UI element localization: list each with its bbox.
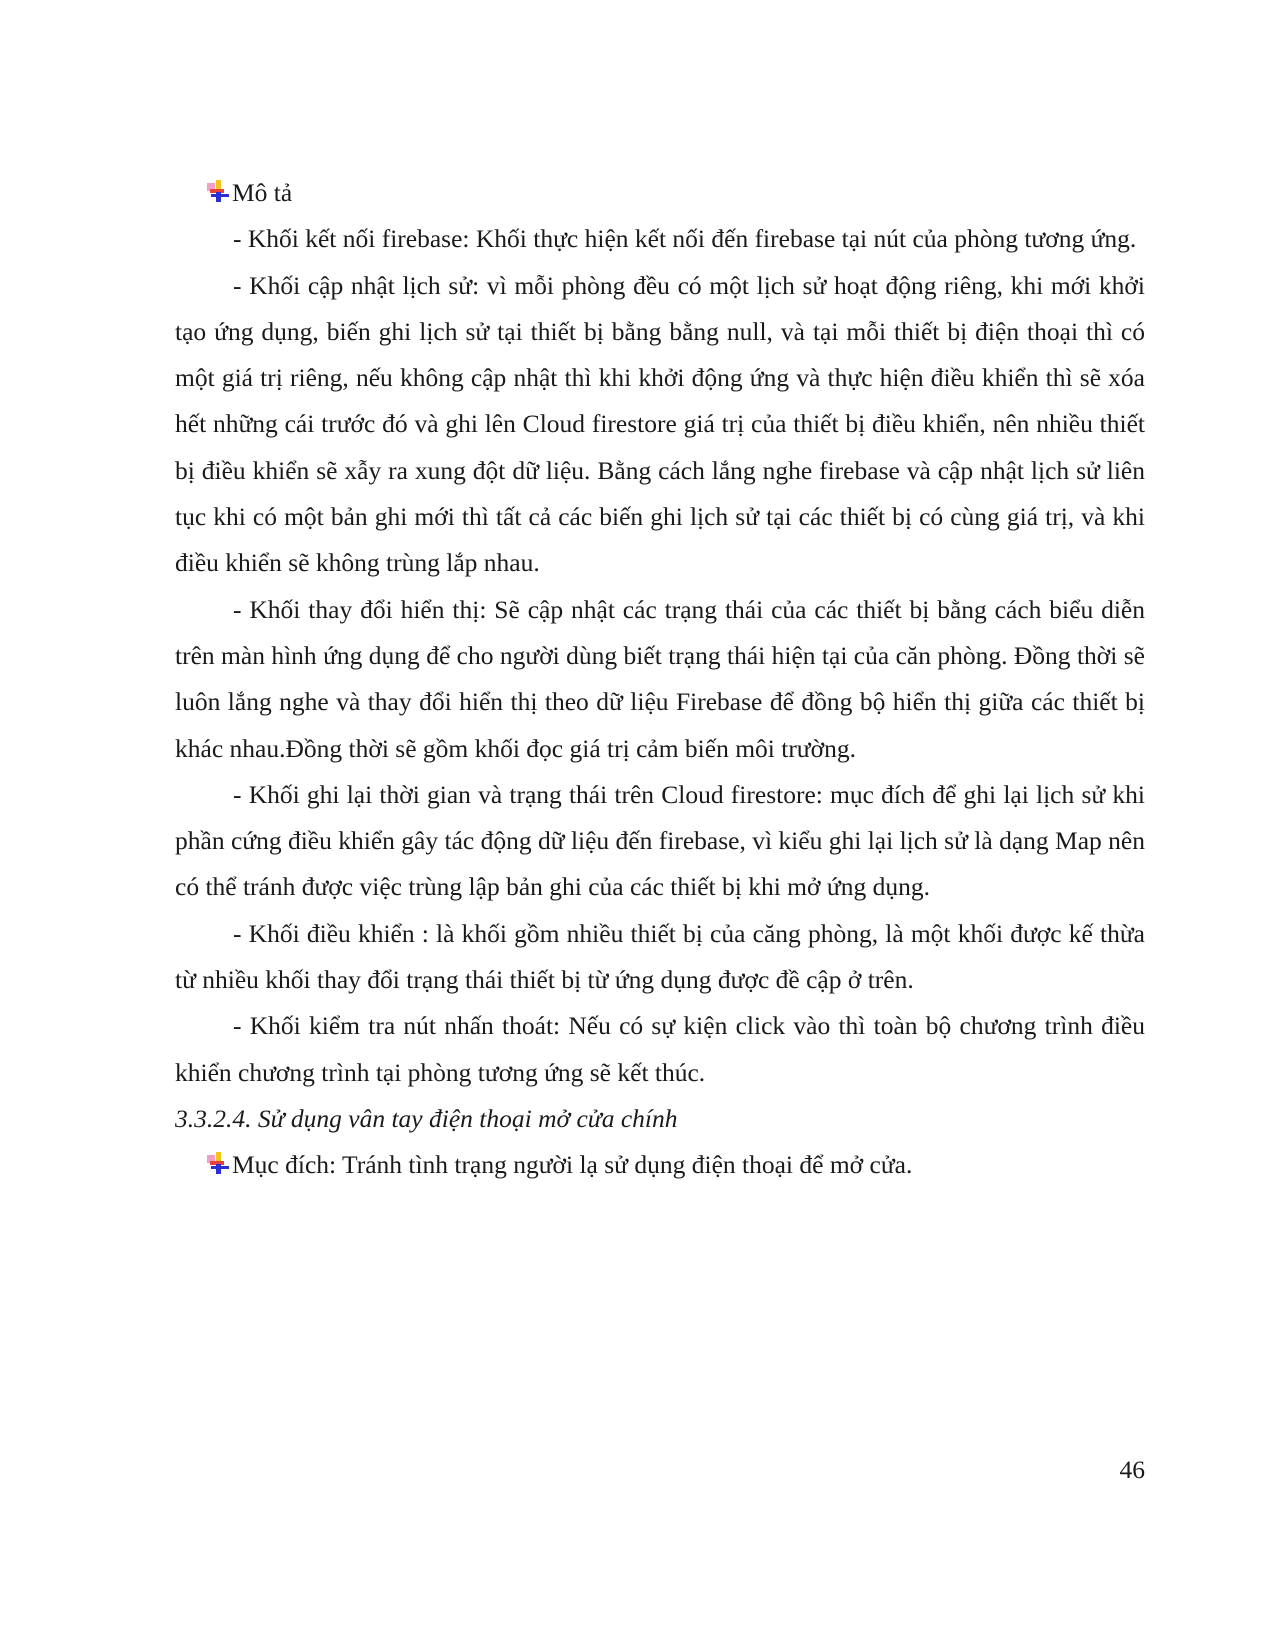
purpose-heading <box>175 1142 1145 1188</box>
page-number: 46 <box>1119 1455 1145 1484</box>
description-heading <box>175 170 1145 216</box>
paragraph-firebase-connect: - Khối kết nối firebase: Khối thực hiện kết nối đến firebase tại nút của phòng tương ứng. <box>233 224 1137 254</box>
description-heading-text: Mô tả <box>232 178 293 207</box>
section-title: 3.3.2.4. Sử dụng vân tay điện thoại mở cửa chính <box>175 1103 678 1133</box>
bullet-cross-icon <box>207 1152 231 1176</box>
paragraph-exit-button: - Khối kiểm tra nút nhấn thoát: Nếu có sự kiện click vào thì toàn bộ chương trình điều khiển chương trình tại phòng tương ứng sẽ kết thúc. <box>175 1011 1145 1087</box>
purpose-heading-text: Mục đích: Tránh tình trạng người lạ sử dụng điện thoại để mở cửa. <box>232 1150 913 1180</box>
paragraph-display-change: - Khối thay đổi hiển thị: Sẽ cập nhật các trạng thái của các thiết bị bằng cách biểu diễn trên màn hình ứng dụng để cho người dùng biết trạng thái hiện tại của căn phòng. Đồng thời sẽ luôn lắng nghe và thay đổi hiển thị theo dữ liệu Firebase để đồng bộ hiển thị giữa các thiết bị khác nhau.Đồng thời sẽ gồm khối đọc giá trị cảm biến môi trường. <box>175 594 1145 763</box>
paragraph-control-block: - Khối điều khiển : là khối gồm nhiều thiết bị của căng phòng, là một khối được kế thừa từ nhiều khối thay đổi trạng thái thiết bị từ ứng dụng được đề cập ở trên. <box>175 918 1145 995</box>
bullet-cross-icon <box>207 180 231 204</box>
page-content <box>175 170 1145 1189</box>
paragraph-history-update: - Khối cập nhật lịch sử: vì mỗi phòng đều có một lịch sử hoạt động riêng, khi mới khởi tạo ứng dụng, biến ghi lịch sử tại thiết bị bằng bằng null, và tại mỗi thiết bị điện thoại thì có một giá trị riêng, nếu không cập nhật thì khi khởi động ứng và thực hiện điều khiển thì sẽ xóa hết những cái trước đó và ghi lên Cloud firestore giá trị của thiết bị điều khiển, nên nhiều thiết bị điều khiển sẽ xẫy ra xung đột dữ liệu. Bằng cách lắng nghe firebase và cập nhật lịch sử liên tục khi có một bản ghi mới thì tất cả các biến ghi lịch sử tại các thiết bị có cùng giá trị, và khi điều khiển sẽ không trùng lắp nhau. <box>175 270 1145 578</box>
paragraph-cloud-firestore-log: - Khối ghi lại thời gian và trạng thái trên Cloud firestore: mục đích để ghi lại lịch sử khi phần cứng điều khiển gây tác động dữ liệu đến firebase, vì kiểu ghi lại lịch sử là dạng Map nên có thể tránh được việc trùng lập bản ghi của các thiết bị khi mở ứng dụng. <box>175 779 1145 902</box>
